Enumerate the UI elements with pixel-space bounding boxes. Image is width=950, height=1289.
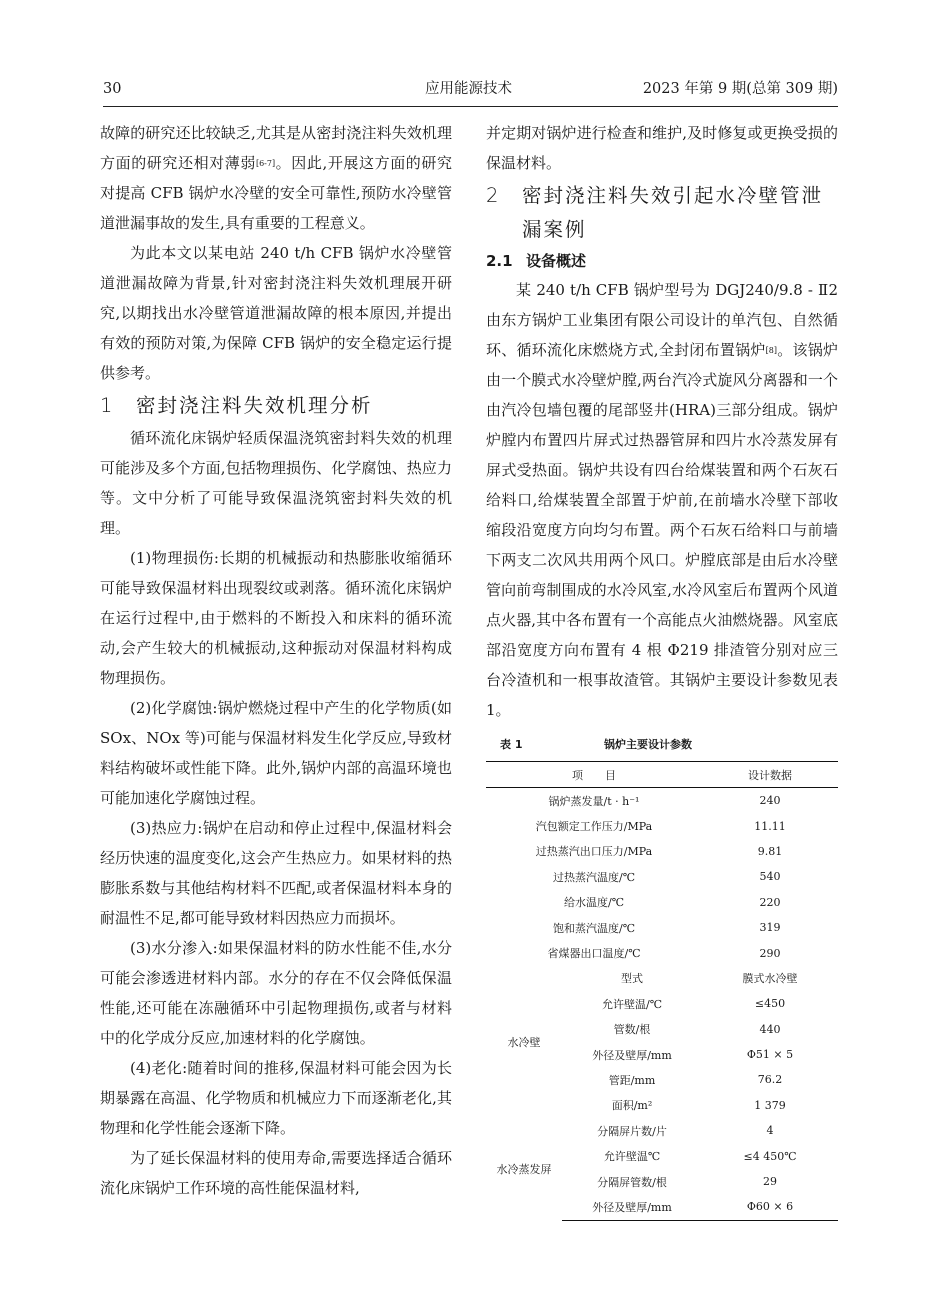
issue-info: 2023 年第 9 期(总第 309 期) xyxy=(642,81,838,97)
subsection-2-1-heading xyxy=(486,247,838,275)
equipment-paragraph: 某 240 t/h CFB 锅炉型号为 DGJ240/9.8 - Ⅱ2 由东方锅炉工业集团有限公司设计的单汽包、自然循环、循环流化床燃烧方式,全封闭布置锅炉[8]。该锅炉由一个膜式水冷壁炉膛,两台汽冷式旋风分离器和一个由汽冷包墙包覆的尾部竖井(HRA)三部分组成。锅炉炉膛内布置四片屏式过热器管屏和四片水冷蒸发屏有屏式受热面。锅炉共设有四台给煤装置和两个石灰石给料口,给煤装置全部置于炉前,在前墙水冷壁下部收缩段沿宽度方向均匀布置。两个石灰石给料口与前墙下两支二次风共用两个风口。炉膛底部是由后水冷壁管向前弯制围成的水冷风室,水冷风室后布置两个风道点火器,其中各布置有一个高能点火油燃烧器。风室底部沿宽度方向布置有 4 根 Φ219 排渣管分别对应三台冷渣机和一根事故渣管。其锅炉主要设计参数见表 1。 xyxy=(486,281,838,719)
table-row: 过热蒸汽温度/℃ 540 xyxy=(552,870,781,884)
left-column xyxy=(100,118,452,1203)
header-rule xyxy=(103,106,838,107)
group-label-water-wall: 水冷壁 xyxy=(507,1035,541,1049)
section-title: 密封浇注料失效引起水冷壁管泄漏案例 xyxy=(522,184,824,241)
column-header-value: 设计数据 xyxy=(702,762,838,788)
table-row: 省煤器出口温度/℃ 290 xyxy=(547,946,781,961)
table-row: 过热蒸汽出口压力/MPa 9.81 xyxy=(535,844,783,859)
mechanism-thermal-stress: (3)热应力:锅炉在启动和停止过程中,保温材料会经历快速的温度变化,这会产生热应力。如果材料的热膨胀系数与其他结构材料不匹配,或者保温材料本身的耐温性不足,都可能导致材料因热应力而损坏。 xyxy=(100,819,452,927)
section-number: 2 xyxy=(486,184,501,207)
group-label-evaporation-screen: 水冷蒸发屏 xyxy=(496,1163,552,1177)
right-column xyxy=(486,118,838,725)
column-header-item: 项 目 xyxy=(486,762,702,788)
overview-paragraph: 循环流化床锅炉轻质保温浇筑密封料失效的机理可能涉及多个方面,包括物理损伤、化学腐蚀、热应力等。文中分析了可能导致保温浇筑密封料失效的机理。 xyxy=(100,429,452,537)
recommendation-continued: 并定期对锅炉进行检查和维护,及时修复或更换受损的保温材料。 xyxy=(486,124,838,172)
table-row: 允许壁温/℃ ≤450 xyxy=(601,997,786,1011)
table-row: 管距/mm 76.2 xyxy=(608,1073,783,1087)
table-row: 水冷壁 型式 膜式水冷壁 xyxy=(486,966,838,991)
purpose-paragraph: 为此本文以某电站 240 t/h CFB 锅炉水冷壁管道泄漏故障为背景,针对密封浇注料失效机理展开研究,以期找出水冷壁管道泄漏故障的根本原因,并提出有效的预防对策,为保障 CFB 锅炉的安全稳定运行提供参考。 xyxy=(100,244,452,382)
running-header xyxy=(103,78,838,100)
table-title: 锅炉主要设计参数 xyxy=(604,738,692,751)
table-row: 面积/m² 1 379 xyxy=(611,1098,786,1113)
table-row: 汽包额定工作压力/MPa 11.11 xyxy=(535,819,786,834)
table-row: 外径及壁厚/mm Φ60 × 6 xyxy=(486,1194,838,1220)
recommendation-paragraph: 为了延长保温材料的使用寿命,需要选择适合循环流化床锅炉工作环境的高性能保温材料, xyxy=(100,1149,452,1197)
table-row: 外径及壁厚/mm Φ51 × 5 xyxy=(592,1048,794,1062)
table-row: 分隔屏管数/根 29 xyxy=(597,1175,777,1189)
mechanism-water-ingress: (3)水分渗入:如果保温材料的防水性能不佳,水分可能会渗透进材料内部。水分的存在不仅会降低保温性能,还可能在冻融循环中引起物理损伤,或者与材料中的化学成分反应,加速材料的化学腐蚀。 xyxy=(100,939,452,1047)
table-row: 锅炉蒸发量/t · h⁻¹ 240 xyxy=(548,794,781,808)
design-parameters-table xyxy=(486,761,838,1221)
table-row: 允许壁温℃ ≤4 450℃ xyxy=(603,1149,797,1164)
section-1-heading xyxy=(100,389,452,423)
table-header-row xyxy=(486,762,838,788)
mechanism-chemical-corrosion: (2)化学腐蚀:锅炉燃烧过程中产生的化学物质(如 SOx、NOx 等)可能与保温材料发生化学反应,导致材料结构破坏或性能下降。此外,锅炉内部的高温环境也可能加速化学腐蚀过程。 xyxy=(100,699,452,807)
table-row: 饱和蒸汽温度/℃ 319 xyxy=(552,921,781,935)
table-row: 管数/根 440 xyxy=(613,1022,781,1037)
subsection-title: 设备概述 xyxy=(526,252,587,270)
table-row: 给水温度/℃ 220 xyxy=(563,895,781,910)
citation-6-7[interactable]: [6-7] xyxy=(255,159,276,168)
section-title: 密封浇注料失效机理分析 xyxy=(136,394,373,417)
table-label: 表 1 xyxy=(500,738,523,751)
table-caption xyxy=(486,732,838,754)
journal-name: 应用能源技术 xyxy=(425,81,512,97)
table-row: 水冷蒸发屏 分隔屏片数/片 4 xyxy=(486,1118,838,1143)
section-number: 1 xyxy=(100,394,115,417)
citation-8[interactable]: [8] xyxy=(765,346,777,355)
intro-paragraph-end: 故障的研究还比较缺乏,尤其是从密封浇注料失效机理方面的研究还相对薄弱[6-7]。因此,开展这方面的研究对提高 CFB 锅炉水冷壁的安全可靠性,预防水冷壁管道泄漏事故的发生,具有重要的工程意义。 xyxy=(100,124,452,232)
mechanism-aging: (4)老化:随着时间的推移,保温材料可能会因为长期暴露在高温、化学物质和机械应力下而逐渐老化,其物理和化学性能会逐渐下降。 xyxy=(100,1059,452,1137)
mechanism-physical-damage: (1)物理损伤:长期的机械振动和热膨胀收缩循环可能导致保温材料出现裂纹或剥落。循环流化床锅炉在运行过程中,由于燃料的不断投入和床料的循环流动,会产生较大的机械振动,这种振动对保温材料构成物理损伤。 xyxy=(100,549,452,687)
subsection-number: 2.1 xyxy=(486,252,513,270)
section-2-heading xyxy=(486,179,838,247)
page-number: 30 xyxy=(103,81,122,97)
